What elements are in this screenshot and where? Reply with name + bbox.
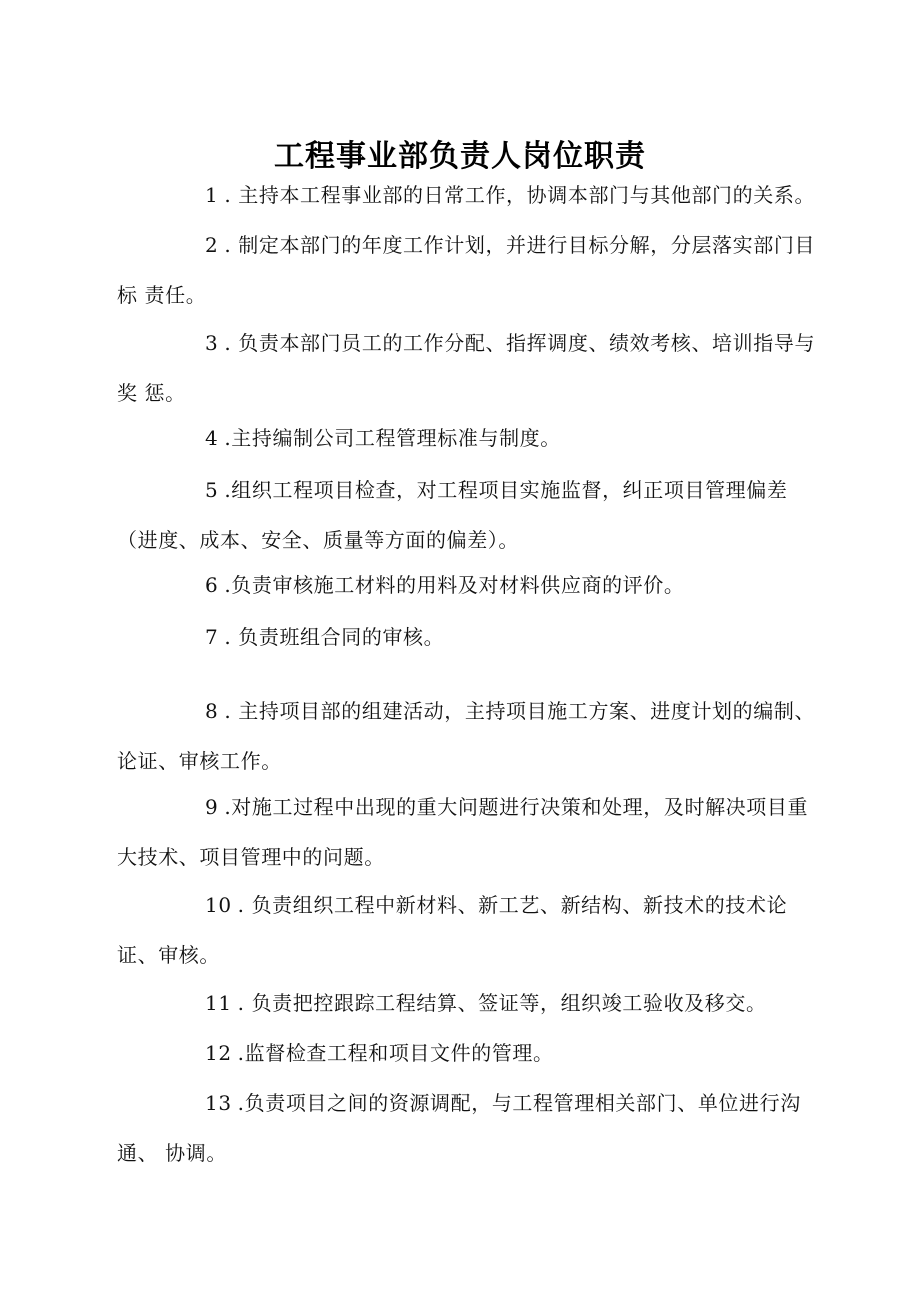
duty-item-2	[117, 220, 817, 320]
duty-text: .对施工过程中出现的重大问题进行决策和处理，及时解决项目重大技术、项目管理中的问题。	[117, 795, 809, 869]
duty-text: .主持编制公司工程管理标准与制度。	[224, 426, 561, 450]
duty-text: . 负责班组合同的审核。	[224, 625, 445, 649]
duty-text: .监督检查工程和项目文件的管理。	[237, 1041, 554, 1065]
duty-number: 10	[205, 893, 232, 917]
duty-number: 11	[205, 991, 232, 1015]
duty-text: . 负责组织工程中新材料、新工艺、新结构、新技术的技术论证、审核。	[117, 893, 788, 967]
duty-text: .负责项目之间的资源调配，与工程管理相关部门、单位进行沟通、 协调。	[117, 1091, 801, 1165]
duty-number: 12	[205, 1041, 232, 1065]
duty-item-1	[117, 170, 817, 220]
duty-number: 4	[205, 426, 219, 450]
duty-item-11	[117, 978, 817, 1028]
duty-text: . 负责把控跟踪工程结算、签证等，组织竣工验收及移交。	[237, 991, 767, 1015]
duty-item-5	[117, 465, 817, 565]
duty-item-9	[117, 782, 817, 882]
duty-text: . 制定本部门的年度工作计划，并进行目标分解，分层落实部门目标 责任。	[117, 233, 816, 307]
duty-item-7	[117, 612, 817, 662]
duty-number: 9	[205, 795, 219, 819]
duty-number: 1	[205, 183, 219, 207]
duty-number: 5	[205, 478, 219, 502]
duty-text: . 负责本部门员工的工作分配、指挥调度、绩效考核、培训指导与奖 惩。	[117, 331, 816, 405]
duty-number: 13	[205, 1091, 232, 1115]
duty-number: 7	[205, 625, 219, 649]
duty-item-8	[117, 686, 817, 786]
duty-text: .组织工程项目检查，对工程项目实施监督，纠正项目管理偏差（进度、成本、安全、质量等方面的偏差）。	[117, 478, 788, 552]
duty-number: 2	[205, 233, 219, 257]
duty-text: . 主持本工程事业部的日常工作，协调本部门与其他部门的关系。	[224, 183, 816, 207]
duty-number: 8	[205, 699, 219, 723]
duty-item-10	[117, 880, 817, 980]
duty-number: 3	[205, 331, 219, 355]
document-title: 工程事业部负责人岗位职责	[274, 139, 646, 175]
duty-text: .负责审核施工材料的用料及对材料供应商的评价。	[224, 573, 685, 597]
duty-item-13	[117, 1078, 817, 1178]
duty-item-4	[117, 413, 817, 463]
duty-item-12	[117, 1028, 817, 1078]
duty-item-3	[117, 318, 817, 418]
duty-item-6	[117, 560, 817, 610]
duty-text: . 主持项目部的组建活动，主持项目施工方案、进度计划的编制、论证、审核工作。	[117, 699, 816, 773]
duty-number: 6	[205, 573, 219, 597]
